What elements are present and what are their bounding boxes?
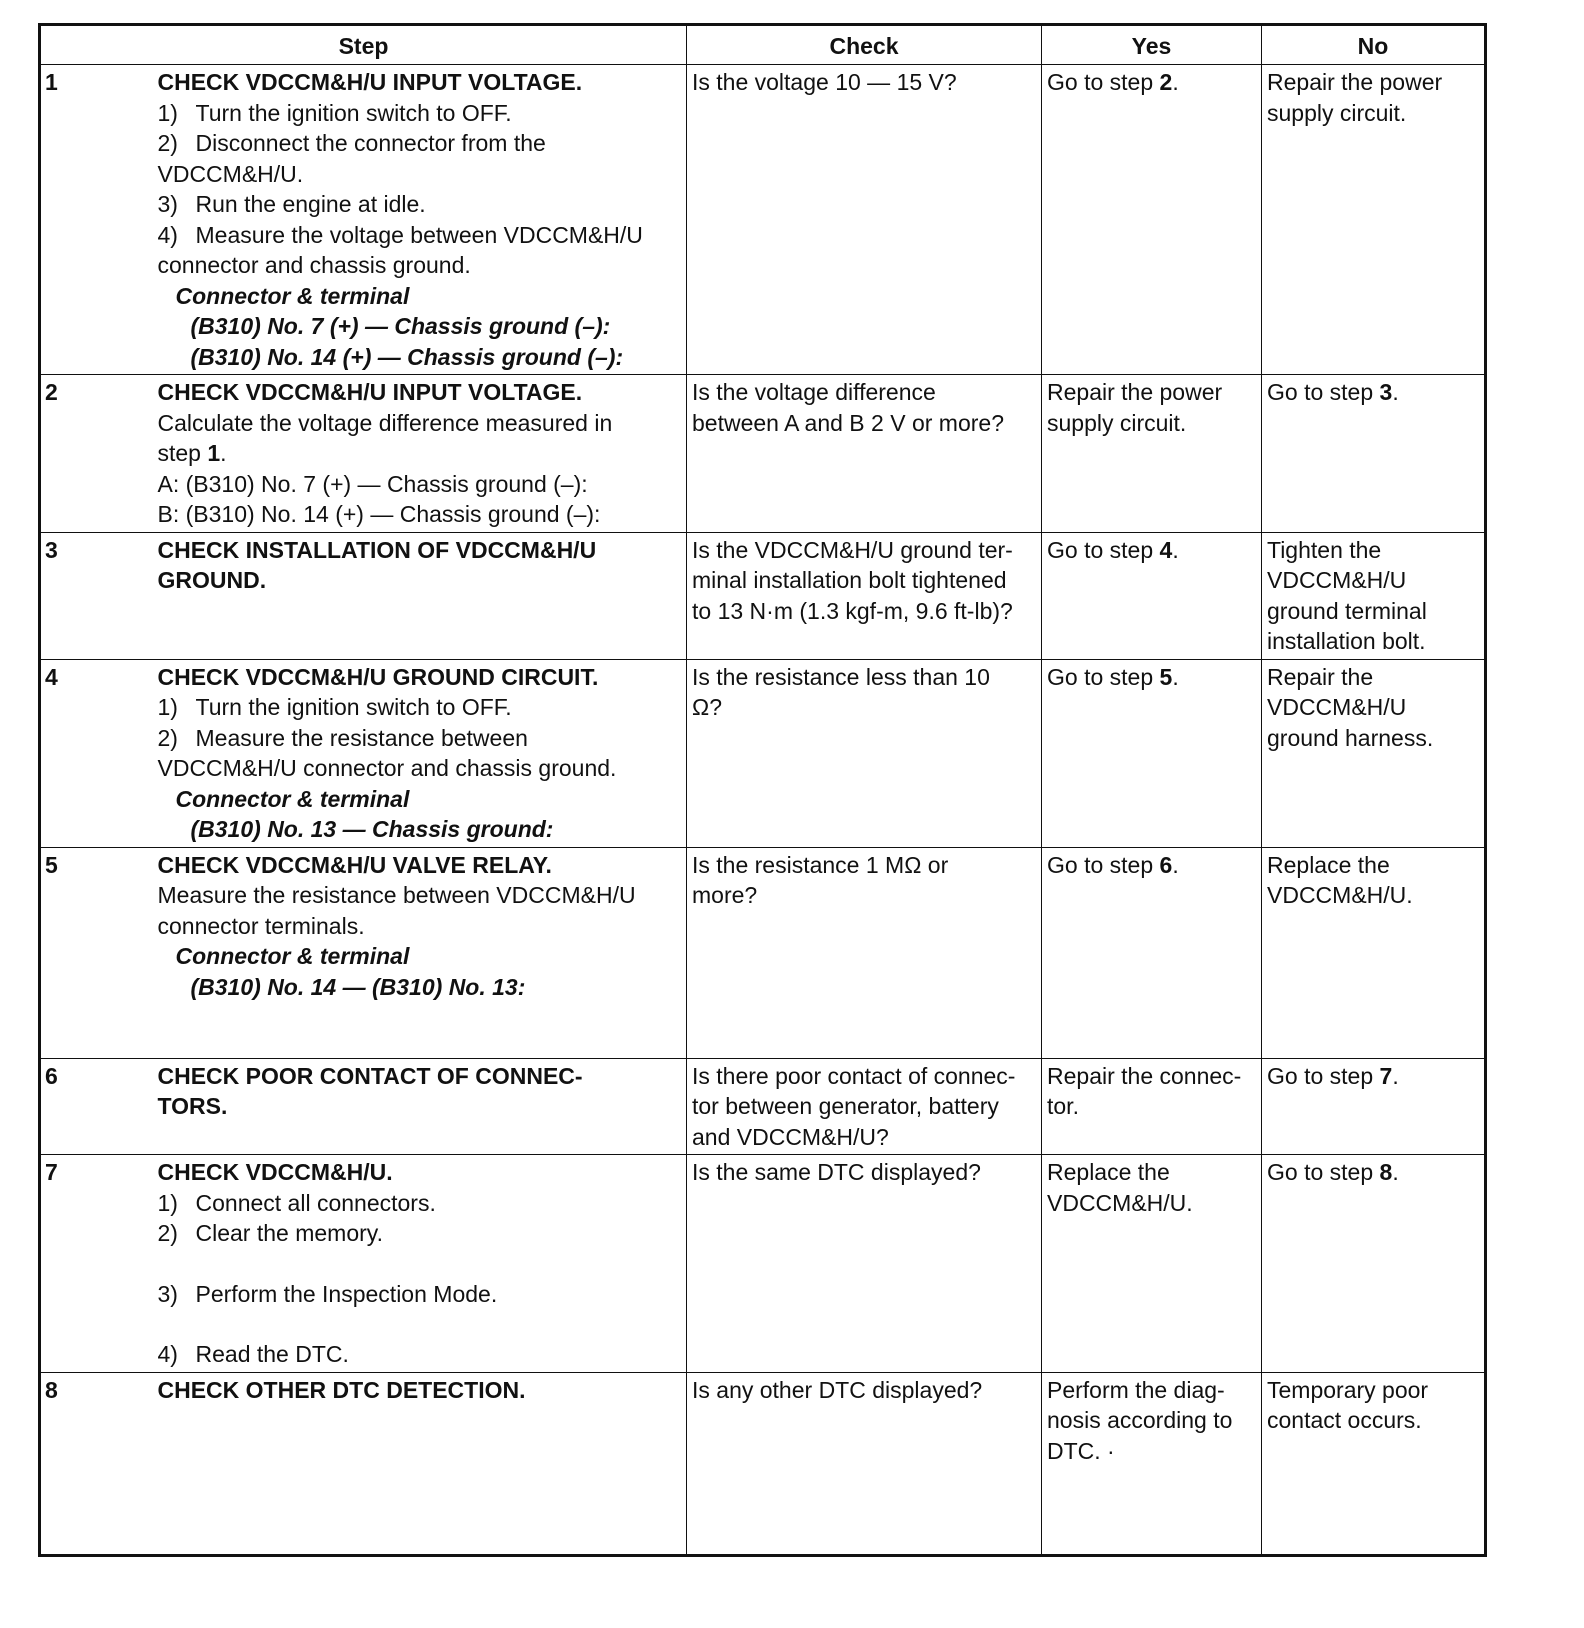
check-cell: Is the voltage difference between A and B 2 V or more? <box>687 375 1042 533</box>
step-title: CHECK VDCCM&H/U INPUT VOLTAGE. <box>157 69 583 95</box>
check-cell: Is the resistance 1 MΩ or more? <box>687 847 1042 1058</box>
step-instruction: Calculate the voltage difference measured in <box>157 409 613 436</box>
table-row <box>40 1155 1486 1373</box>
no-cell: Go to step 3. <box>1262 375 1486 533</box>
step-number: 4 <box>40 659 158 847</box>
step-number: 3 <box>40 532 158 659</box>
header-check: Check <box>687 25 1042 65</box>
yes-cell: Repair the connec- tor. <box>1042 1058 1262 1155</box>
table-row <box>40 65 1486 375</box>
connector-terminal-spec: (B310) No. 7 (+) — Chassis ground (–): <box>190 313 611 339</box>
step-description <box>158 847 687 1058</box>
connector-terminal-label: Connector & terminal <box>175 785 410 812</box>
step-instruction-cont: connector and chassis ground. <box>157 252 471 278</box>
no-cell: Temporary poor contact occurs. <box>1262 1372 1486 1555</box>
step-title: CHECK INSTALLATION OF VDCCM&H/U <box>157 536 597 563</box>
yes-cell: Go to step 6. <box>1042 847 1262 1058</box>
connector-terminal-spec: (B310) No. 14 — (B310) No. 13: <box>190 973 526 1000</box>
table-header-row <box>40 25 1486 65</box>
yes-cell: Go to step 5. <box>1042 659 1262 847</box>
step-description <box>158 1058 687 1155</box>
step-description <box>158 65 687 375</box>
step-number: 1 <box>40 65 158 375</box>
step-instruction-cont: VDCCM&H/U connector and chassis ground. <box>157 755 617 781</box>
no-cell: Go to step 8. <box>1262 1155 1486 1373</box>
step-instruction: 2) Clear the memory. <box>157 1220 383 1246</box>
spacer <box>158 1309 682 1339</box>
step-title: CHECK VDCCM&H/U. <box>157 1159 393 1185</box>
step-instruction: 1) Connect all connectors. <box>157 1189 436 1216</box>
diagnostic-table <box>38 23 1487 1557</box>
check-cell: Is any other DTC displayed? <box>687 1372 1042 1555</box>
header-step: Step <box>40 25 687 65</box>
step-description <box>158 375 687 533</box>
connector-terminal-spec: (B310) No. 14 (+) — Chassis ground (–): <box>190 343 624 370</box>
table-row <box>40 1058 1486 1155</box>
step-number: 6 <box>40 1058 158 1155</box>
no-cell: Repair the power supply circuit. <box>1262 65 1486 375</box>
table-row <box>40 1372 1486 1555</box>
step-title: CHECK VDCCM&H/U GROUND CIRCUIT. <box>157 663 599 690</box>
step-instruction: A: (B310) No. 7 (+) — Chassis ground (–): <box>157 470 588 497</box>
step-instruction-cont: connector terminals. <box>157 912 365 939</box>
check-cell: Is the same DTC displayed? <box>687 1155 1042 1373</box>
header-no: No <box>1262 25 1486 65</box>
connector-terminal-spec: (B310) No. 13 — Chassis ground: <box>190 816 554 842</box>
header-yes: Yes <box>1042 25 1262 65</box>
yes-cell: Go to step 2. <box>1042 65 1262 375</box>
step-instruction: 4) Measure the voltage between VDCCM&H/U <box>157 221 643 248</box>
step-title-cont: TORS. <box>157 1093 228 1119</box>
step-number: 5 <box>40 847 158 1058</box>
step-title-cont: GROUND. <box>157 567 267 593</box>
check-cell: Is there poor contact of connec- tor between generator, battery and VDCCM&H/U? <box>687 1058 1042 1155</box>
yes-cell: Repair the power supply circuit. <box>1042 375 1262 533</box>
check-cell: Is the resistance less than 10 Ω? <box>687 659 1042 847</box>
step-description <box>158 659 687 847</box>
spacer <box>158 1249 682 1279</box>
yes-cell: Go to step 4. <box>1042 532 1262 659</box>
step-instruction: 2) Disconnect the connector from the <box>157 130 546 156</box>
no-cell: Go to step 7. <box>1262 1058 1486 1155</box>
step-instruction: 2) Measure the resistance between <box>157 724 528 751</box>
step-instruction: 1) Turn the ignition switch to OFF. <box>157 99 512 126</box>
step-instruction: 1) Turn the ignition switch to OFF. <box>157 694 512 720</box>
step-description <box>158 532 687 659</box>
table-row <box>40 659 1486 847</box>
table-row <box>40 532 1486 659</box>
step-number: 8 <box>40 1372 158 1555</box>
check-cell: Is the VDCCM&H/U ground ter- minal installation bolt tightened to 13 N·m (1.3 kgf-m, 9.6 ft-lb)? <box>687 532 1042 659</box>
step-title: CHECK OTHER DTC DETECTION. <box>157 1376 526 1403</box>
step-title: CHECK POOR CONTACT OF CONNEC- <box>157 1062 583 1089</box>
check-cell: Is the voltage 10 — 15 V? <box>687 65 1042 375</box>
no-cell: Replace the VDCCM&H/U. <box>1262 847 1486 1058</box>
no-cell: Repair the VDCCM&H/U ground harness. <box>1262 659 1486 847</box>
step-title: CHECK VDCCM&H/U VALVE RELAY. <box>157 851 552 878</box>
connector-terminal-label: Connector & terminal <box>175 282 410 309</box>
step-instruction: B: (B310) No. 14 (+) — Chassis ground (–): <box>157 501 601 527</box>
step-title: CHECK VDCCM&H/U INPUT VOLTAGE. <box>157 379 583 405</box>
yes-cell: Perform the diag- nosis according to DTC. · <box>1042 1372 1262 1555</box>
step-instruction: 4) Read the DTC. <box>157 1341 349 1367</box>
connector-terminal-label: Connector & terminal <box>175 943 410 969</box>
step-instruction: 3) Run the engine at idle. <box>157 191 426 217</box>
step-description <box>158 1155 687 1373</box>
step-instruction: 3) Perform the Inspection Mode. <box>157 1280 498 1307</box>
step-instruction: Measure the resistance between VDCCM&H/U <box>157 882 636 908</box>
step-number: 2 <box>40 375 158 533</box>
step-description <box>158 1372 687 1555</box>
no-cell: Tighten the VDCCM&H/U ground terminal installation bolt. <box>1262 532 1486 659</box>
step-instruction-cont: VDCCM&H/U. <box>157 160 304 187</box>
step-instruction-cont: step 1. <box>157 440 227 466</box>
yes-cell: Replace the VDCCM&H/U. <box>1042 1155 1262 1373</box>
table-row <box>40 847 1486 1058</box>
table-row <box>40 375 1486 533</box>
step-number: 7 <box>40 1155 158 1373</box>
